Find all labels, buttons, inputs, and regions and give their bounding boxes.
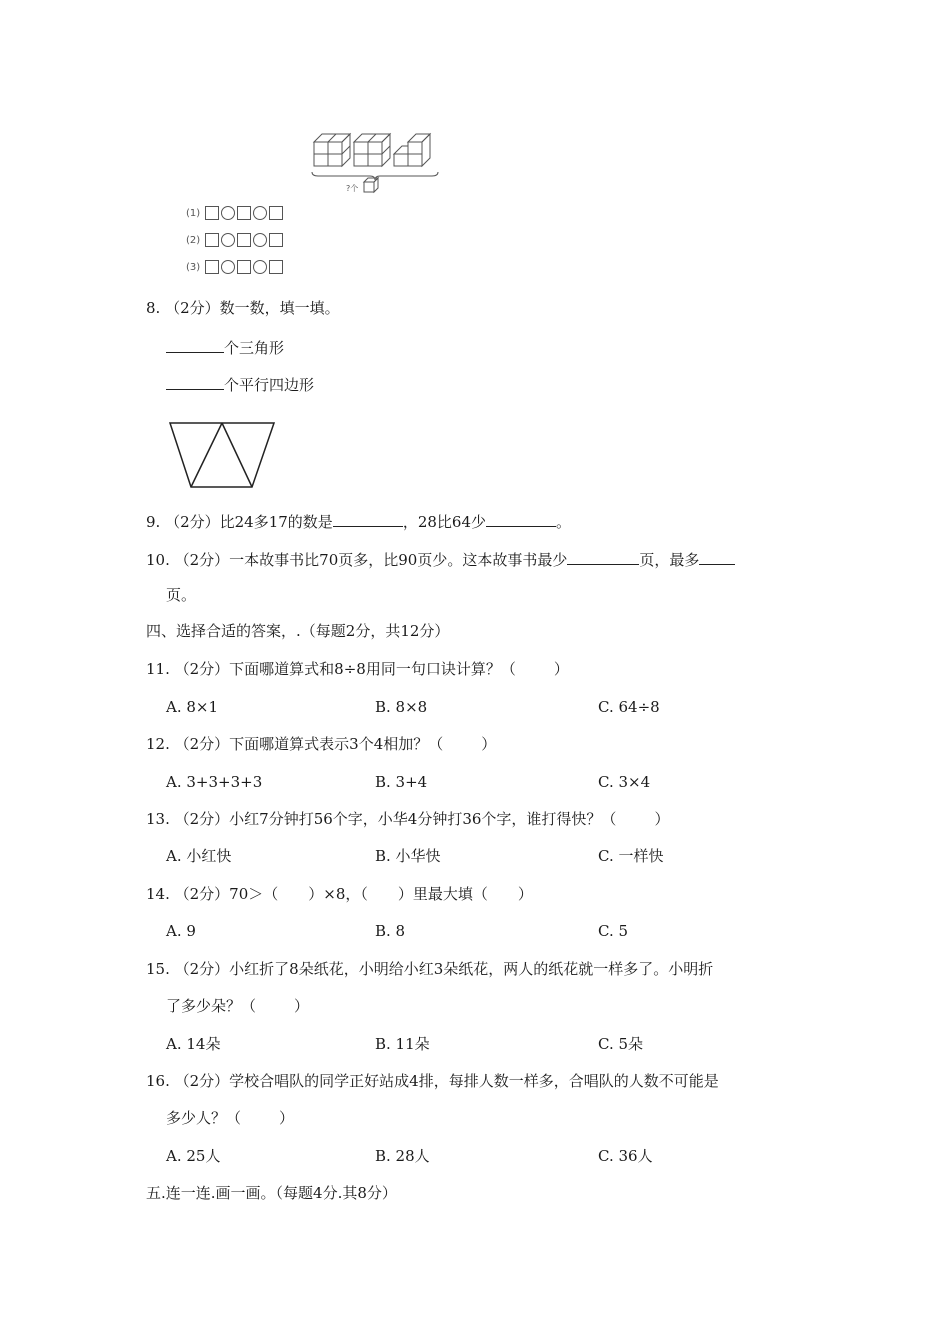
option-b[interactable]: B. 28人 (375, 1147, 430, 1165)
option-b[interactable]: B. 小华快 (375, 847, 441, 865)
option-b[interactable]: B. 8×8 (375, 698, 428, 716)
question-16-options (0, 1146, 950, 1166)
answer-blank[interactable] (699, 548, 735, 565)
answer-row-3: (3) (186, 260, 283, 276)
option-c[interactable]: C. 5 (598, 922, 629, 940)
answer-row-2: (2) (186, 233, 283, 249)
answer-blank[interactable] (166, 336, 224, 353)
square-icon (237, 233, 251, 247)
square-icon (269, 206, 283, 220)
cube-figure (308, 128, 442, 198)
question-10-cont: 页。 (166, 586, 197, 604)
square-icon (205, 233, 219, 247)
option-a[interactable]: A. 小红快 (166, 847, 232, 865)
answer-blank[interactable] (333, 510, 403, 527)
square-icon (205, 260, 219, 274)
option-a[interactable]: A. 14朵 (166, 1035, 221, 1053)
cube-label: ?个 (346, 184, 359, 193)
option-c[interactable]: C. 64÷8 (598, 698, 660, 716)
option-c[interactable]: C. 36人 (598, 1147, 653, 1165)
question-8-line-1: 个三角形 (166, 336, 284, 358)
option-a[interactable]: A. 3+3+3+3 (166, 773, 263, 791)
option-a[interactable]: A. 9 (166, 922, 196, 940)
question-14-stem: 14. （2分）70＞（ ）×8，（ ）里最大填（ ） (146, 885, 533, 903)
question-8-line-2: 个平行四边形 (166, 373, 314, 395)
answer-blank[interactable] (567, 548, 639, 565)
question-12-stem: 12. （2分）下面哪道算式表示3个4相加？（ ） (146, 735, 497, 753)
circle-icon (221, 233, 235, 247)
question-14-options (0, 921, 950, 941)
question-9: 9. （2分）比24多17的数是 ，28比64少 。 (146, 510, 571, 532)
option-a[interactable]: A. 8×1 (166, 698, 219, 716)
circle-icon (253, 260, 267, 274)
square-icon (269, 233, 283, 247)
question-16-stem-cont: 多少人？（ ） (166, 1109, 295, 1127)
section-4-heading: 四、选择合适的答案，.（每题2分，共12分） (146, 622, 450, 640)
question-15-stem: 15. （2分）小红折了8朵纸花，小明给小红3朵纸花，两人的纸花就一样多了。小明折 (146, 960, 714, 978)
circle-icon (221, 260, 235, 274)
square-icon (269, 260, 283, 274)
section-5-heading: 五.连一连.画一画。（每题4分.其8分） (146, 1184, 397, 1202)
question-10: 10. （2分）一本故事书比70页多，比90页少。这本故事书最少 页，最多 (146, 548, 735, 570)
answer-blank[interactable] (486, 510, 556, 527)
option-a[interactable]: A. 25人 (166, 1147, 221, 1165)
trapezoid-figure (168, 420, 276, 490)
question-8-stem: 8. （2分）数一数，填一填。 (146, 299, 340, 317)
option-c[interactable]: C. 一样快 (598, 847, 664, 865)
option-b[interactable]: B. 11朵 (375, 1035, 430, 1053)
question-15-options (0, 1034, 950, 1054)
option-b[interactable]: B. 8 (375, 922, 406, 940)
square-icon (237, 260, 251, 274)
question-16-stem: 16. （2分）学校合唱队的同学正好站成4排，每排人数一样多，合唱队的人数不可能是 (146, 1072, 719, 1090)
circle-icon (253, 233, 267, 247)
question-13-stem: 13. （2分）小红7分钟打56个字，小华4分钟打36个字，谁打得快？（ ） (146, 810, 670, 828)
answer-blank[interactable] (166, 373, 224, 390)
question-11-stem: 11. （2分）下面哪道算式和8÷8用同一句口诀计算？（ ） (146, 660, 569, 678)
option-c[interactable]: C. 5朵 (598, 1035, 644, 1053)
question-15-stem-cont: 了多少朵？（ ） (166, 997, 310, 1015)
circle-icon (253, 206, 267, 220)
option-b[interactable]: B. 3+4 (375, 773, 428, 791)
question-11-options (0, 697, 950, 717)
question-13-options (0, 846, 950, 866)
square-icon (237, 206, 251, 220)
option-c[interactable]: C. 3×4 (598, 773, 651, 791)
circle-icon (221, 206, 235, 220)
square-icon (205, 206, 219, 220)
answer-row-1: (1) (186, 206, 283, 222)
question-12-options (0, 772, 950, 792)
